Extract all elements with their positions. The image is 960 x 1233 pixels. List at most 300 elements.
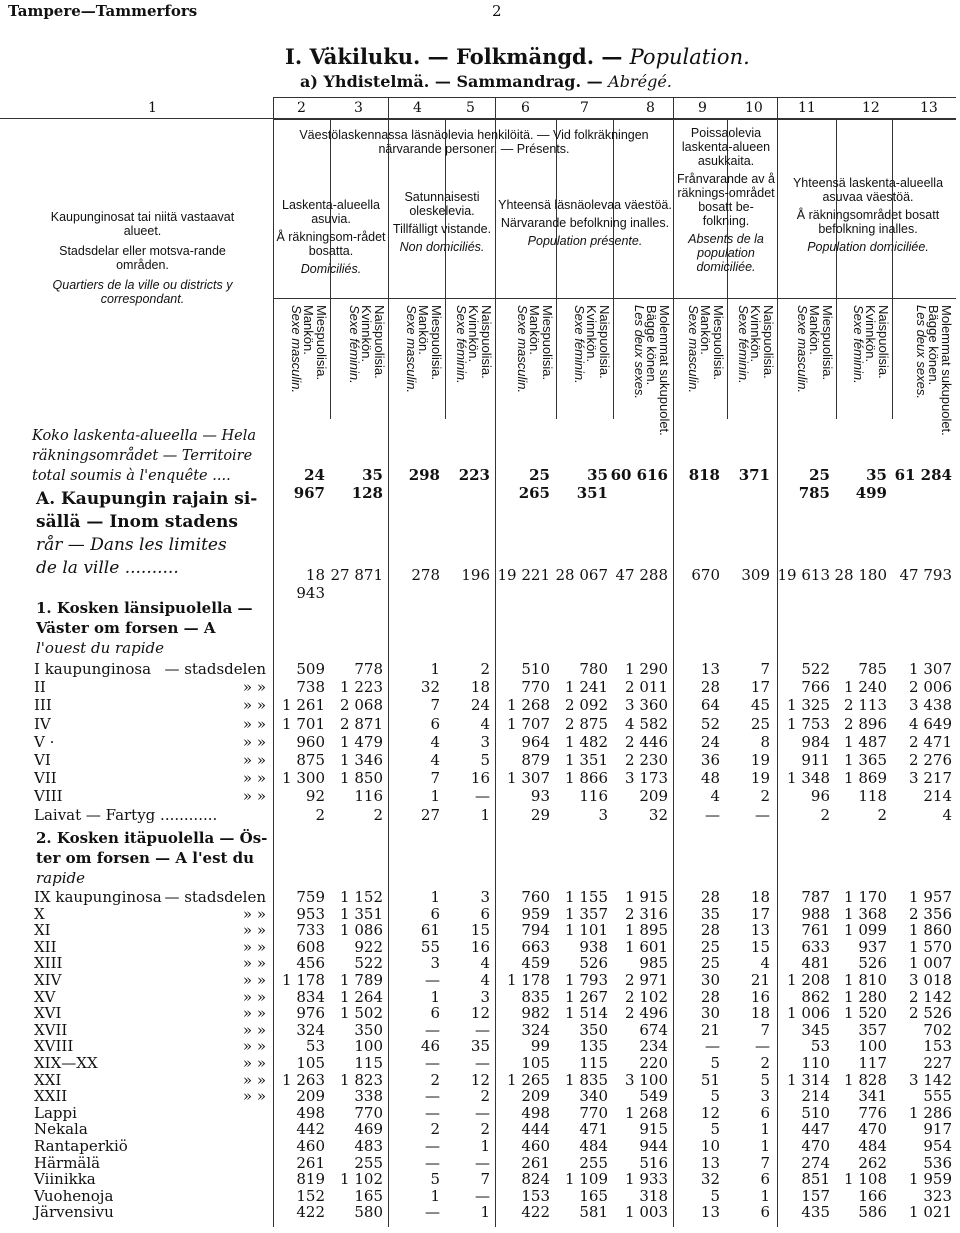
cell-col-3: 1 850	[340, 769, 383, 788]
cell-col-9: 5	[710, 1120, 720, 1139]
cell-col-4: 7	[430, 769, 440, 788]
cell-col-7: 28 067	[555, 566, 608, 584]
cell-col-12: 1 869	[844, 769, 887, 788]
cell-col-10: 15	[750, 937, 770, 956]
cell-col-6: 324	[521, 1020, 550, 1039]
cell-col-13: 2 276	[909, 751, 952, 769]
vhdr-6	[516, 305, 554, 485]
cell-col-7: 1 109	[565, 1170, 608, 1189]
cell-col-7: 526	[579, 954, 608, 973]
cell-col-9: —	[705, 805, 720, 824]
cell-col-10: 6	[760, 1170, 770, 1189]
cell-col-8: 1 601	[625, 937, 668, 956]
cell-col-9: 35	[700, 904, 720, 923]
stub-header-sv: Stadsdelar eller motsva-rande områden.	[59, 244, 226, 272]
table-row	[0, 751, 960, 767]
cell-col-6: 824	[521, 1170, 550, 1189]
cell-col-11: 787	[801, 888, 830, 906]
cell-col-4: —	[425, 1087, 440, 1106]
cell-col-6: 663	[521, 937, 550, 956]
cell-col-8: 220	[639, 1054, 668, 1072]
cell-col-12: 2 896	[844, 714, 887, 733]
row-label-name: Viinikka	[34, 1170, 96, 1189]
cell-col-7: 350	[579, 1020, 608, 1039]
vhdr-5-fr: Sexe féminin.	[454, 305, 469, 384]
cell-col-2: 498	[296, 1103, 325, 1122]
cell-col-7: 255	[579, 1153, 608, 1172]
cell-col-7: 2 092	[565, 696, 608, 715]
cell-col-7: 135	[579, 1037, 608, 1056]
cell-col-5: 4	[480, 714, 490, 733]
vhdr-9	[687, 305, 725, 485]
cell-col-2: 2	[315, 805, 325, 824]
cell-col-8: 2 496	[625, 1004, 668, 1023]
cell-col-7: 1 482	[565, 732, 608, 751]
rule-colnums	[273, 119, 956, 120]
cell-col-4: 2	[430, 1070, 440, 1089]
table-row	[0, 971, 960, 987]
row-label-suffix: » »	[242, 1087, 266, 1106]
cell-col-4: 6	[430, 1004, 440, 1023]
cell-col-9: 13	[700, 1203, 720, 1222]
vrule-11	[836, 119, 837, 419]
vhdr-8-fi: Molemmat sukupuolet.	[657, 305, 672, 436]
cell-col-10: 2	[760, 787, 770, 806]
cell-col-6: 261	[521, 1153, 550, 1172]
stub-header-fi: Kaupunginosat tai niitä vastaavat alueet.	[50, 210, 235, 238]
colnum-9: 9	[698, 100, 707, 116]
cell-col-3: 255	[354, 1153, 383, 1172]
cell-col-8: 3 100	[625, 1070, 668, 1089]
cell-col-2: 324	[296, 1020, 325, 1039]
vrule-6	[556, 119, 557, 419]
cell-col-8: 32	[648, 805, 668, 824]
row-label-suffix: » »	[242, 921, 266, 940]
cell-col-8: 234	[639, 1037, 668, 1056]
cell-col-10: 19	[750, 751, 770, 769]
cell-col-3: 770	[354, 1103, 383, 1122]
colnum-13: 13	[920, 100, 938, 116]
cell-col-12: 470	[858, 1120, 887, 1139]
cell-col-3: 1 264	[340, 987, 383, 1006]
section2-label-2: ter om forsen — A l'est du	[36, 849, 255, 867]
row-label-suffix: » »	[242, 696, 266, 715]
cell-col-2: 608	[296, 937, 325, 956]
cell-col-11: 96	[810, 787, 830, 806]
vhdr-13-fi: Molemmat sukupuolet.	[939, 305, 954, 436]
cell-col-4: 5	[430, 1170, 440, 1189]
cell-col-7: 780	[579, 660, 608, 678]
cell-col-2: 261	[296, 1153, 325, 1172]
cell-col-7: 1 241	[565, 678, 608, 697]
cell-col-6: 1 178	[507, 971, 550, 989]
cell-col-13: 1 286	[909, 1103, 952, 1122]
cell-col-6: 460	[521, 1137, 550, 1155]
cell-col-7: 1 155	[565, 888, 608, 906]
cell-col-13: 555	[923, 1087, 952, 1106]
cell-col-11: 470	[801, 1137, 830, 1155]
cell-col-12: 28 180	[834, 566, 887, 584]
vhdr-2	[290, 305, 328, 485]
cell-col-10: 18	[750, 888, 770, 906]
cell-col-10: 18	[750, 1004, 770, 1023]
cell-col-5: 35	[470, 1037, 490, 1056]
header-total-present-sv: Närvarande befolkning inalles.	[500, 216, 670, 230]
cell-col-5: 3	[480, 888, 490, 906]
cell-col-8: 2 971	[625, 971, 668, 989]
cell-col-9: 28	[700, 678, 720, 697]
cell-col-8: 516	[639, 1153, 668, 1172]
row-label-name: XVI	[34, 1004, 62, 1023]
cell-col-4: 1	[430, 987, 440, 1006]
cell-col-4: 278	[411, 566, 440, 584]
table-row	[0, 954, 960, 973]
header-temporary-sv: Tillfälligt vistande.	[392, 222, 492, 236]
vhdr-12-sv: Kvinnkön.	[863, 305, 879, 363]
row-label-suffix: » »	[242, 769, 266, 788]
cell-col-6: 835	[521, 987, 550, 1006]
vrule-12	[892, 119, 893, 419]
table-row	[0, 1104, 960, 1120]
row-label-name: Rantaperkiö	[34, 1137, 128, 1155]
cell-col-11: 214	[801, 1087, 830, 1106]
table-row	[0, 1187, 960, 1203]
header-total-present	[498, 198, 672, 248]
cell-col-2: 875	[296, 751, 325, 769]
colnum-4: 4	[413, 100, 422, 116]
cell-col-13: 2 526	[909, 1004, 952, 1023]
table-row	[0, 1120, 960, 1139]
cell-col-5: —	[475, 1186, 490, 1205]
table-row	[0, 1137, 960, 1153]
cell-col-5: 3	[480, 732, 490, 751]
cell-col-13: 227	[923, 1054, 952, 1072]
cell-col-11: 988	[801, 904, 830, 923]
cell-col-12: 1 240	[844, 678, 887, 697]
cell-col-2: 209	[296, 1087, 325, 1106]
cell-col-3: 1 346	[340, 751, 383, 769]
cell-col-10: 19	[750, 769, 770, 788]
cell-col-9: 13	[700, 660, 720, 678]
cell-col-12: 484	[858, 1137, 887, 1155]
cell-col-12: 117	[858, 1054, 887, 1072]
cell-col-2: 92	[305, 787, 325, 806]
cell-col-13: 214	[923, 787, 952, 806]
cell-col-3: 580	[354, 1203, 383, 1222]
cell-col-6: 760	[521, 888, 550, 906]
cell-col-2: 960	[296, 732, 325, 751]
cell-col-5: 7	[480, 1170, 490, 1189]
row-label-name: XII	[34, 937, 57, 956]
running-head	[8, 2, 952, 22]
cell-col-5: 196	[461, 566, 490, 584]
row-label-name: XIV	[34, 971, 62, 989]
cell-col-12: 1 810	[844, 971, 887, 989]
cell-col-9: 30	[700, 1004, 720, 1023]
cell-col-8: 2 011	[625, 678, 668, 697]
section1-label-2: Väster om forsen — A	[36, 619, 216, 637]
cell-col-2: 953	[296, 904, 325, 923]
header-total-present-fi: Yhteensä läsnäolevaa väestöä.	[498, 198, 672, 212]
header-domiciled-fi: Laskenta-alueella asuvia.	[282, 198, 380, 226]
vhdr-3-sv: Kvinnkön.	[359, 305, 375, 363]
cell-col-13: 2 006	[909, 678, 952, 697]
row-label-name: Järvensivu	[34, 1203, 114, 1222]
cell-col-7: 770	[579, 1103, 608, 1122]
cell-col-12: 262	[858, 1153, 887, 1172]
cell-col-13: 702	[923, 1020, 952, 1039]
cell-col-11: 1 006	[787, 1004, 830, 1023]
cell-col-6: 1 265	[507, 1070, 550, 1089]
cell-col-3: 1 152	[340, 888, 383, 906]
rule-subhead	[273, 298, 956, 299]
cell-col-10: 7	[760, 1020, 770, 1039]
cell-col-2: 456	[296, 954, 325, 973]
cell-col-5: 4	[480, 971, 490, 989]
row-label-suffix: » »	[242, 971, 266, 989]
cell-col-4: 1	[430, 660, 440, 678]
vhdr-8-sv: Bägge könen.	[644, 305, 660, 386]
row-label-name: IX kaupunginosa	[34, 888, 162, 906]
cell-col-13: 3 142	[909, 1070, 952, 1089]
cell-col-9: 10	[700, 1137, 720, 1155]
row-label-name: VI	[34, 751, 51, 769]
cell-col-12: 100	[858, 1037, 887, 1056]
cell-col-9: 36	[700, 751, 720, 769]
cell-col-10: 21	[750, 971, 770, 989]
row-label-suffix: » »	[242, 937, 266, 956]
cell-col-7: 35 351	[576, 466, 608, 502]
cell-col-4: 46	[420, 1037, 440, 1056]
header-total-domiciled	[780, 176, 956, 254]
row-label-suffix: » »	[242, 1037, 266, 1056]
cell-col-5: —	[475, 1103, 490, 1122]
row-label-name: X	[34, 904, 45, 923]
vhdr-9-fi: Miespuolisia.	[711, 305, 726, 381]
cell-col-13: 61 284	[894, 466, 952, 484]
cell-col-9: 51	[700, 1070, 720, 1089]
cell-col-6: 1 707	[507, 714, 550, 733]
section-a-label-2: sällä — Inom stadens	[36, 512, 238, 532]
cell-col-5: —	[475, 1020, 490, 1039]
cell-col-11: 435	[801, 1203, 830, 1222]
cell-col-2: 976	[296, 1004, 325, 1023]
row-label-name: II	[34, 678, 46, 697]
cell-col-7: 1 835	[565, 1070, 608, 1089]
row-label-suffix: » »	[242, 954, 266, 973]
vhdr-12	[852, 305, 890, 485]
header-absent-fr: Absents de la population domiciliée.	[688, 232, 764, 274]
header-total-domiciled-sv: Å räkningsområdet bosatt befolkning inalles.	[796, 208, 940, 236]
header-absent-fi: Poissaolevia laskenta-alueen asukkaita.	[681, 126, 771, 168]
cell-col-12: 1 280	[844, 987, 887, 1006]
row-label-name: XIX—XX	[34, 1054, 98, 1072]
cell-col-12: 1 368	[844, 904, 887, 923]
cell-col-8: 2 316	[625, 904, 668, 923]
cell-col-8: 1 003	[625, 1203, 668, 1222]
cell-col-5: 24	[470, 696, 490, 715]
cell-col-10: 17	[750, 678, 770, 697]
row-label-suffix: — stadsdelen	[164, 660, 266, 678]
cell-col-11: 522	[801, 660, 830, 678]
row-label-suffix: » »	[242, 1004, 266, 1023]
cell-col-11: 1 325	[787, 696, 830, 715]
colnum-12: 12	[862, 100, 880, 116]
cell-col-8: 318	[639, 1186, 668, 1205]
table-row	[0, 696, 960, 715]
header-domiciled-fr: Domiciliés.	[300, 262, 362, 276]
cell-col-3: 483	[354, 1137, 383, 1155]
colnum-2: 2	[297, 100, 306, 116]
cell-col-3: 27 871	[330, 566, 383, 584]
subtitle-main: a) Yhdistelmä. — Sammandrag. —	[300, 72, 609, 91]
cell-col-5: 5	[480, 751, 490, 769]
vhdr-7-sv: Kvinnkön.	[584, 305, 600, 363]
row-label-suffix: » »	[242, 787, 266, 806]
cell-col-9: 64	[700, 696, 720, 715]
section-a-label	[36, 488, 274, 580]
cell-col-9: 4	[710, 787, 720, 806]
cell-col-13: 536	[923, 1153, 952, 1172]
vhdr-6-sv: Mankön.	[527, 305, 543, 355]
cell-col-4: —	[425, 1054, 440, 1072]
cell-col-9: 28	[700, 921, 720, 940]
cell-col-5: 18	[470, 678, 490, 697]
cell-col-9: 5	[710, 1054, 720, 1072]
cell-col-11: 53	[810, 1037, 830, 1056]
header-absent	[676, 126, 776, 274]
cell-col-10: 13	[750, 921, 770, 940]
header-temporary-fr: Non domiciliés.	[399, 240, 485, 254]
cell-col-7: 3	[598, 805, 608, 824]
cell-col-10: 4	[760, 954, 770, 973]
cell-col-9: 28	[700, 888, 720, 906]
cell-col-2: 738	[296, 678, 325, 697]
cell-col-10: 3	[760, 1087, 770, 1106]
total-label-2: räkningsområdet — Territoire	[32, 448, 253, 464]
header-domiciled	[276, 198, 386, 276]
cell-col-2: 1 178	[282, 971, 325, 989]
cell-col-3: 522	[354, 954, 383, 973]
cell-col-4: 2	[430, 1120, 440, 1139]
cell-col-8: 1 895	[625, 921, 668, 940]
cell-col-11: 274	[801, 1153, 830, 1172]
table-row	[0, 1154, 960, 1170]
cell-col-10: —	[755, 805, 770, 824]
cell-col-5: 3	[480, 987, 490, 1006]
cell-col-2: 152	[296, 1186, 325, 1205]
cell-col-13: 3 018	[909, 971, 952, 989]
table-row	[0, 1071, 960, 1087]
cell-col-6: 29	[530, 805, 550, 824]
cell-col-4: 298	[408, 466, 440, 484]
cell-col-2: 834	[296, 987, 325, 1006]
vhdr-5-sv: Kvinnkön.	[466, 305, 482, 363]
cell-col-9: 25	[700, 937, 720, 956]
cell-col-8: 2 230	[625, 751, 668, 769]
table-row	[0, 938, 960, 954]
cell-col-8: 47 288	[615, 566, 668, 584]
cell-col-12: 1 487	[844, 732, 887, 751]
table-row	[0, 1054, 960, 1070]
cell-col-7: 1 514	[565, 1004, 608, 1023]
total-label	[32, 426, 274, 486]
vhdr-4-fi: Miespuolisia.	[429, 305, 444, 381]
cell-col-10: 5	[760, 1070, 770, 1089]
cell-col-7: 1 866	[565, 769, 608, 788]
cell-col-12: 937	[858, 937, 887, 956]
cell-col-6: 25 265	[518, 466, 550, 502]
cell-col-8: 549	[639, 1087, 668, 1106]
cell-col-3: 1 223	[340, 678, 383, 697]
vhdr-2-fr: Sexe masculin.	[289, 305, 304, 394]
cell-col-5: 1	[480, 805, 490, 824]
cell-col-13: 1 959	[909, 1170, 952, 1189]
cell-col-3: 1 789	[340, 971, 383, 989]
colnum-7: 7	[580, 100, 589, 116]
cell-col-4: —	[425, 1137, 440, 1155]
cell-col-8: 944	[639, 1137, 668, 1155]
cell-col-13: 1 007	[909, 954, 952, 973]
row-label-suffix: » »	[242, 1020, 266, 1039]
cell-col-6: 510	[521, 660, 550, 678]
vhdr-9-sv: Mankön.	[698, 305, 714, 355]
cell-col-2: 442	[296, 1120, 325, 1139]
cell-col-10: 25	[750, 714, 770, 733]
cell-col-12: 1 170	[844, 888, 887, 906]
cell-col-11: 1 314	[787, 1070, 830, 1089]
cell-col-13: 3 217	[909, 769, 952, 788]
table-row	[0, 806, 960, 822]
vhdr-6-fi: Miespuolisia.	[540, 305, 555, 381]
section1-label-3: l'ouest du rapide	[36, 639, 165, 657]
cell-col-9: 28	[700, 987, 720, 1006]
vhdr-12-fi: Naispuolisia.	[876, 305, 891, 379]
cell-col-4: —	[425, 1203, 440, 1222]
vhdr-5-fi: Naispuolisia.	[479, 305, 494, 379]
cell-col-4: 27	[420, 805, 440, 824]
cell-col-6: 99	[530, 1037, 550, 1056]
row-label-name: III	[34, 696, 52, 715]
cell-col-7: 2 875	[565, 714, 608, 733]
cell-col-3: 469	[354, 1120, 383, 1139]
cell-col-8: 915	[639, 1120, 668, 1139]
cell-col-8: 60 616	[610, 466, 668, 484]
vhdr-11	[796, 305, 834, 485]
cell-col-12: 166	[858, 1186, 887, 1205]
section-a-label-3: rår — Dans les limites	[36, 535, 227, 555]
cell-col-13: 153	[923, 1037, 952, 1056]
cell-col-12: 1 108	[844, 1170, 887, 1189]
colnum-3: 3	[354, 100, 363, 116]
cell-col-13: 1 860	[909, 921, 952, 940]
header-present-group: Väestölaskennassa läsnäolevia henkilöitä. — Vid folkräkningen närvarande personer. — Présents.	[299, 128, 649, 156]
cell-col-9: 32	[700, 1170, 720, 1189]
cell-col-2: 24 967	[293, 466, 325, 502]
row-label-name: Nekala	[34, 1120, 88, 1139]
cell-col-9: 48	[700, 769, 720, 788]
row-label-name: Laivat — Fartyg ............	[34, 805, 218, 824]
cell-col-3: 1 086	[340, 921, 383, 940]
cell-col-7: 484	[579, 1137, 608, 1155]
cell-col-13: 1 307	[909, 660, 952, 678]
cell-col-10: —	[755, 1037, 770, 1056]
cell-col-4: 32	[420, 678, 440, 697]
cell-col-11: 447	[801, 1120, 830, 1139]
vhdr-5	[455, 305, 493, 485]
cell-col-5: 6	[480, 904, 490, 923]
row-label-name: VII	[34, 769, 57, 788]
